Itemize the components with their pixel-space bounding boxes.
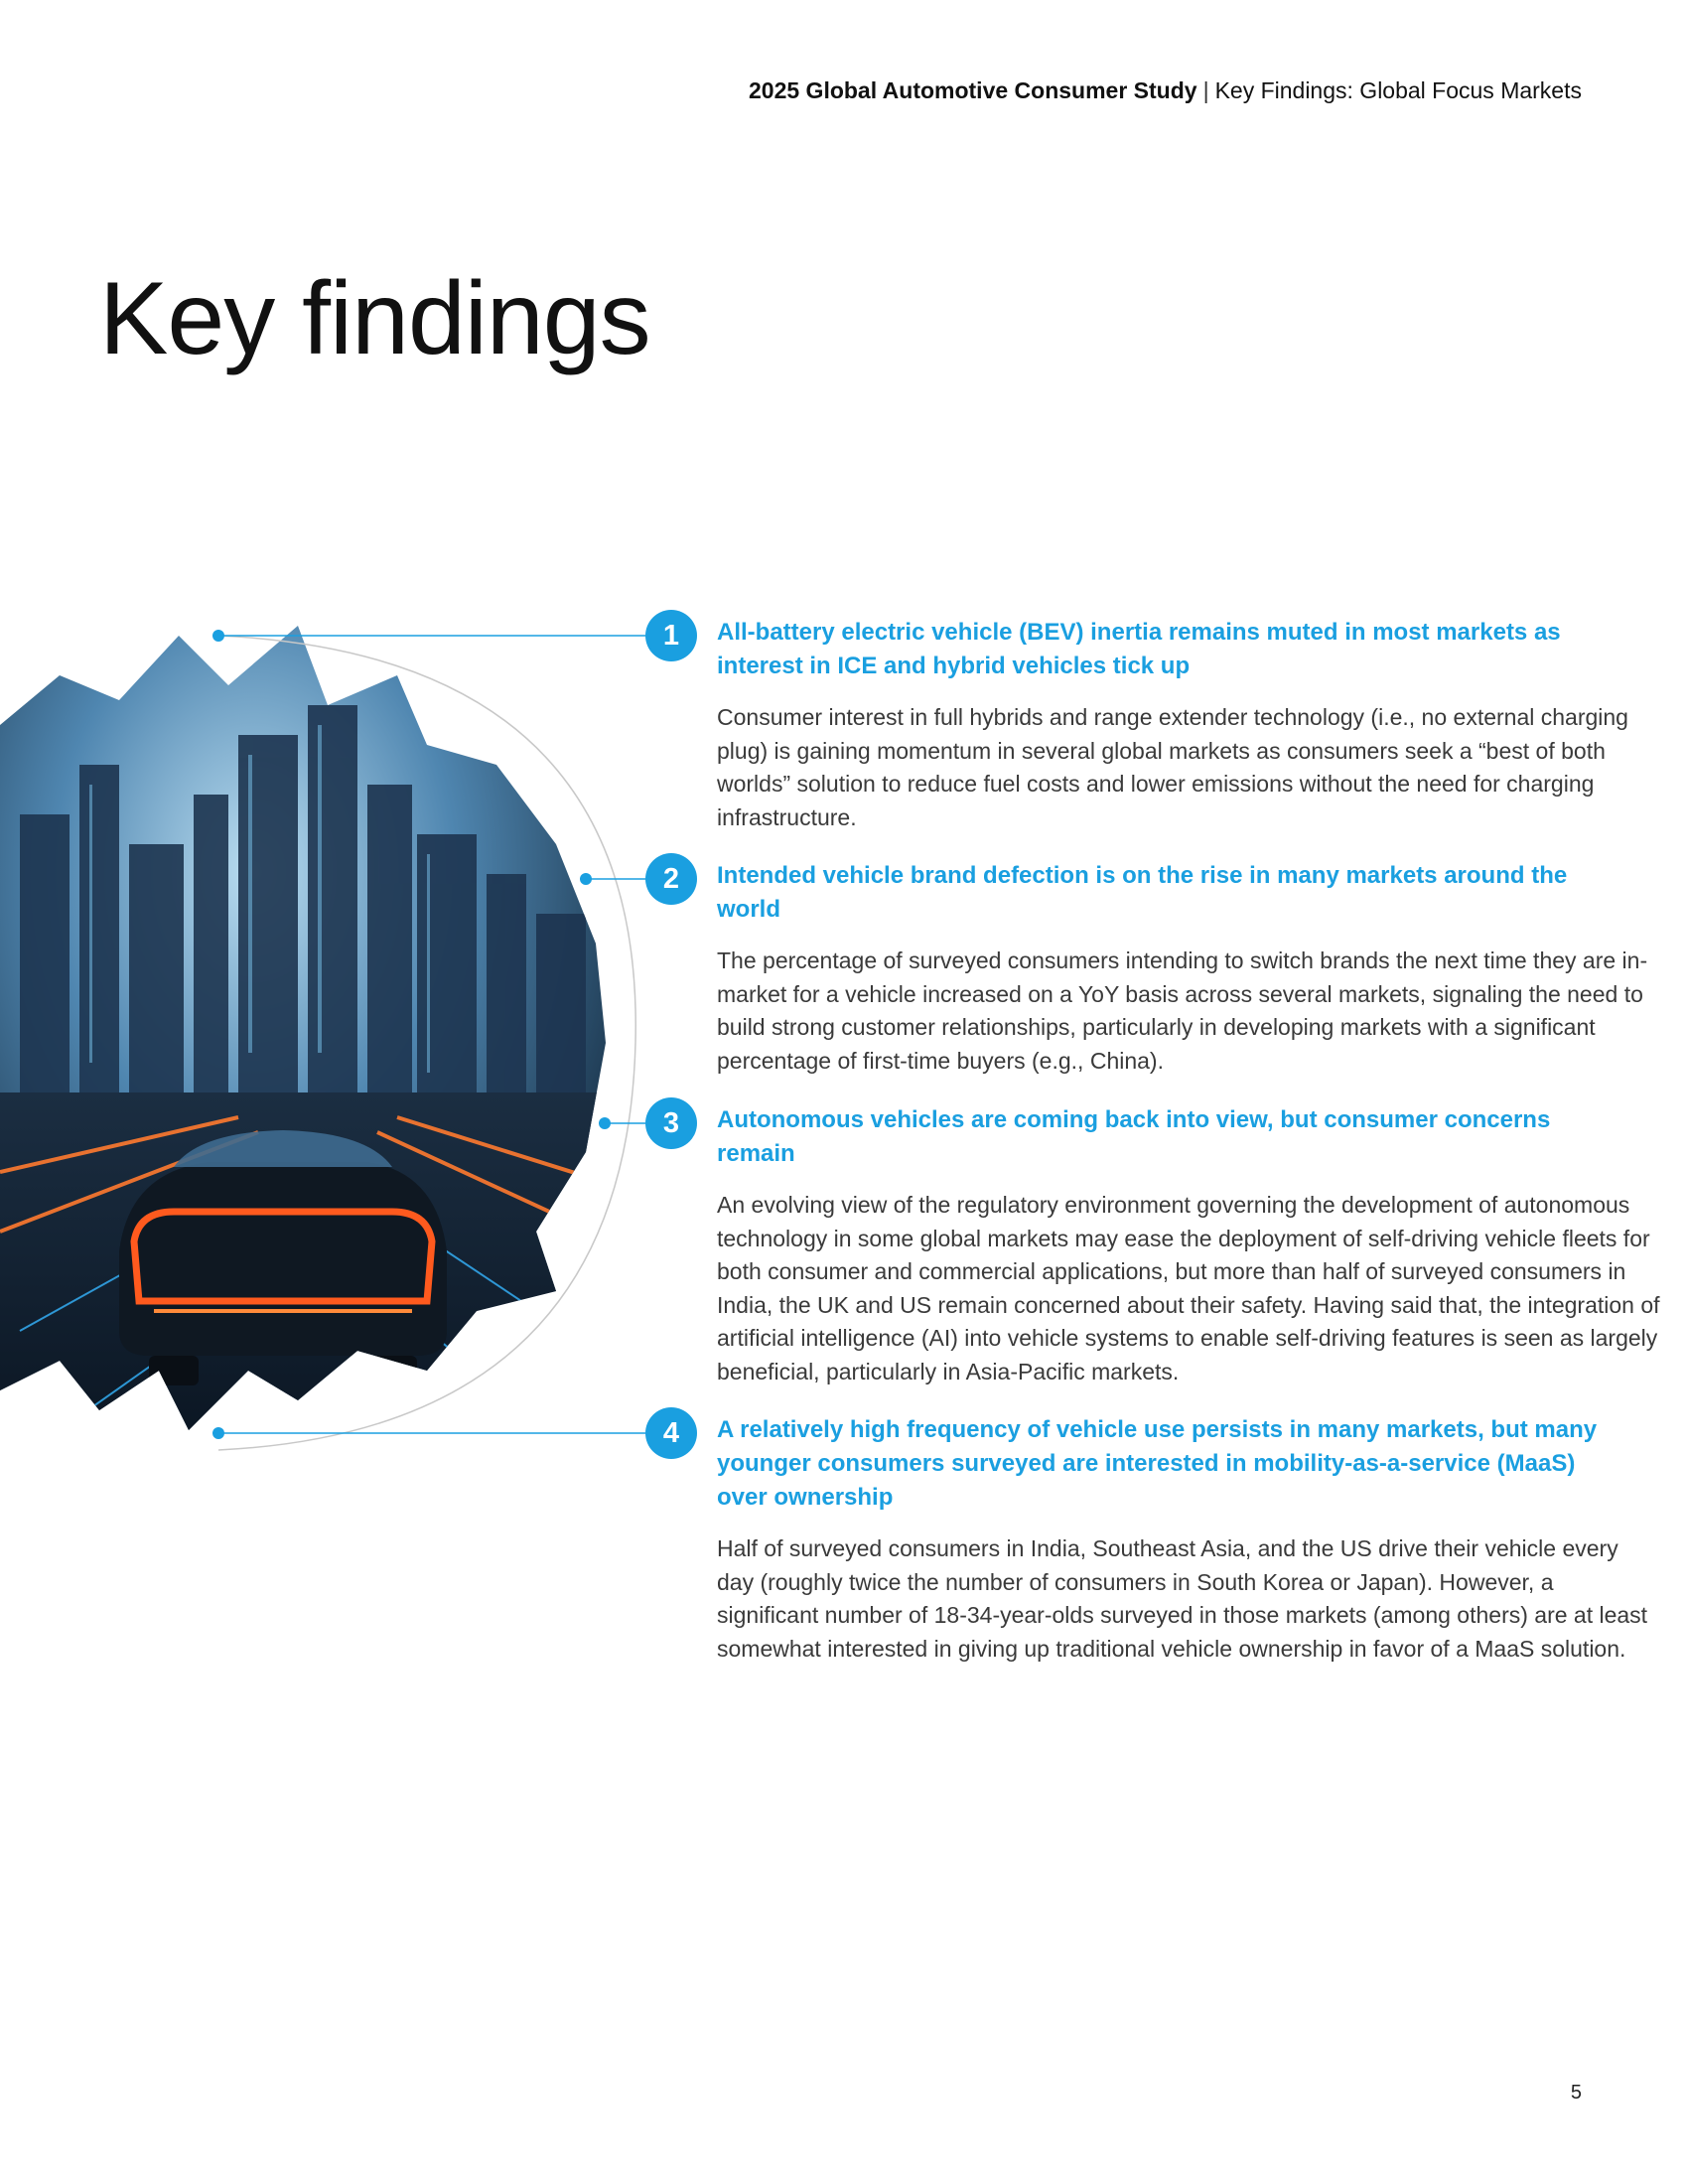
finding-title: A relatively high frequency of vehicle use persists in many markets, but many younger consumers surveyed are interested in mobility-as-a-service (MaaS) over ownership bbox=[717, 1416, 1598, 1511]
running-header bbox=[749, 77, 1582, 104]
finding-number-badge: 2 bbox=[645, 853, 697, 905]
page-title: Key findings bbox=[99, 261, 650, 376]
finding-title: Intended vehicle brand defection is on the rise in many markets around the world bbox=[717, 862, 1568, 923]
header-separator: | bbox=[1202, 77, 1209, 103]
section-title: Key Findings: Global Focus Markets bbox=[1214, 77, 1582, 103]
finding-body: Consumer interest in full hybrids and range extender technology (i.e., no external charging plug) is gaining momentum in several global markets as consumers seek a “best of both worlds” solution to reduce fuel costs and lower emissions without the need for charging infrastructure. bbox=[717, 704, 1628, 830]
finding-number-badge: 3 bbox=[645, 1097, 697, 1149]
finding-title: All-battery electric vehicle (BEV) inertia remains muted in most markets as interest in ICE and hybrid vehicles tick up bbox=[717, 619, 1561, 679]
findings-connector bbox=[0, 596, 715, 1490]
page-number: 5 bbox=[1570, 2082, 1582, 2104]
finding-number-badge: 1 bbox=[645, 610, 697, 661]
finding-number-badge: 4 bbox=[645, 1407, 697, 1459]
finding-body: An evolving view of the regulatory environment governing the development of autonomous technology in some global markets may ease the deployment of self-driving vehicle fleets for both consumer and commercial applications, but more than half of surveyed consumers in India, the UK and US remain concerned about their safety. Having said that, the integration of artificial intelligence (AI) into vehicle systems to enable self-driving features is seen as largely beneficial, particularly in Asia-Pacific markets. bbox=[717, 1192, 1660, 1384]
study-title: 2025 Global Automotive Consumer Study bbox=[749, 77, 1197, 103]
finding-body: The percentage of surveyed consumers intending to switch brands the next time they are in-market for a vehicle increased on a YoY basis across several markets, signaling the need to build strong customer relationships, particularly in developing markets with a significant percentage of first-time buyers (e.g., China). bbox=[717, 947, 1648, 1074]
finding-body: Half of surveyed consumers in India, Southeast Asia, and the US drive their vehicle every day (roughly twice the number of consumers in South Korea or Japan). However, a significant number of 18-34-year-olds surveyed in those markets (among others) are at least somewhat interested in giving up traditional vehicle ownership in favor of a MaaS solution. bbox=[717, 1535, 1648, 1662]
finding-title: Autonomous vehicles are coming back into view, but consumer concerns remain bbox=[717, 1106, 1551, 1167]
